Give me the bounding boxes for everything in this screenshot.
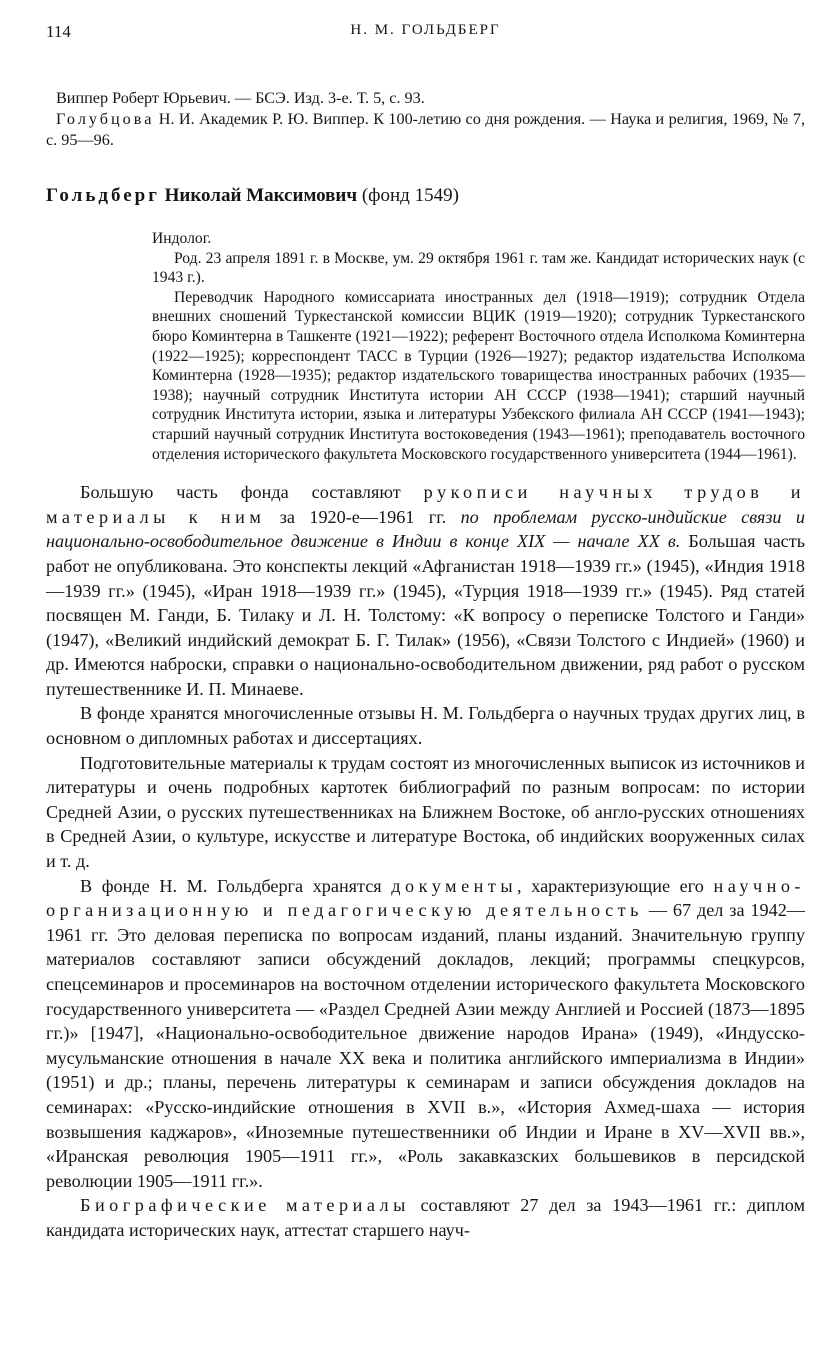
reference-text: Н. И. Академик Р. Ю. Виппер. К 100-летию со дня рождения. — Наука и религия, 1969, № 7, с. 95—96. [46,110,805,149]
text-run: Большая часть работ не опубликована. Это конспекты лекций «Афганистан 1918—1939 гг.» (1945), «Индия 1918—1939 гг.» (1945), «Иран 1918—1939 гг.» (1945), «Турция 1918—1939 гг.» (1945). Ряд статей посвящен М. Ганди, Б. Тилаку и Л. Н. Толстому: «К вопросу о переписке Толстого и Ганди» (1947), «Великий индийский демократ Б. Г. Тилак» (1956), «Связи Толстого с Индией» (1960) и др. Имеются наброски, справки о национально-освободительном движении, ряд работ о русском путешественнике И. П. Минаеве. [46,531,805,699]
text-run: за 1920-е—1961 гг. [265,506,461,527]
biography-dates: Род. 23 апреля 1891 г. в Москве, ум. 29 октября 1961 г. там же. Кандидат исторических наук (с 1943 г.). [152,249,805,287]
biography-career: Переводчик Народного комиссариата иностранных дел (1918—1919); сотрудник Отдела внешних сношений Туркестанской комиссии ВЦИК (1919—1920); сотрудник Туркестанского бюро Коминтерна в Ташкенте (1921—1922); референт Восточного отдела Исполкома Коминтерна (1922—1925); корреспондент ТАСС в Турции (1926—1927); редактор издательства Исполкома Коминтерна (1928—1935); редактор издательского товарищества иностранных рабочих (1935—1938); научный сотрудник Института истории АН СССР (1938—1941); старший научный сотрудник Института истории, языка и литературы Узбекского филиала АН СССР (1941—1943); старший научный сотрудник Института востоковедения (1943—1961); преподаватель восточного отделения исторического факультета Московского государственного университета (1944—1961). [152,288,805,463]
references-list [46,88,805,151]
spaced-term: Биографические материалы [80,1195,410,1216]
paragraph-preparatory: Подготовительные материалы к трудам состоят из многочисленных выписок из источников и литературы и очень подробных картотек библиографий по разным вопросам: по истории Средней Азии, о русских путешественниках на Ближнем Востоке, об англо-русских отношениях в Средней Азии, о культуре, искусстве и литературе Востока, об индийских вооруженных силах и т. д. [46,752,805,872]
entry-surname: Гольдберг [46,185,160,206]
main-text [46,480,805,1242]
reference-item [46,109,805,151]
text-run: — 67 дел за 1942—1961 гг. Это деловая переписка по вопросам изданий, планы изданий. Значительную группу материалов составляют записи обсуждений докладов, лекций; программы спецкурсов, спецсеминаров и просеминаров на восточном отделении исторического факультета Московского государственного университета — «Раздел Средней Азии между Англией и Россией (1873—1895 гг.)» [1947], «Национально-освободительное движение народов Ирана» (1949), «Индусско-мусульманские отношения в начале XX века и политика английского империализма в Индии» (1951) и др.; планы, перечень литературы к семинарам и записи обсуждения докладов на семинарах: «Русско-индийские отношения в XVII в.», «История Ахмед-шаха — история возвышения каджаров», «Иноземные путешественники об Индии и Иране в XV—XVII вв.», «Иранская революция 1905—1911 гг.», «Роль закавказских большевиков в персидской революции 1905—1911 гг.». [46,900,805,1191]
entry-heading [46,185,805,207]
paragraph-reviews: В фонде хранятся многочисленные отзывы Н. М. Гольдберга о научных трудах других лиц, в основном о дипломных работах и диссертациях. [46,703,805,749]
running-head [46,18,805,48]
page-number: 114 [46,22,71,41]
spaced-term: научно-организационную и педагогическую деятельность [46,875,805,921]
reference-author: Голубцова [56,110,155,128]
paragraph-biographical [46,1193,805,1242]
text-run: Большую часть фонда составляют [80,482,424,503]
biography-block [152,229,805,464]
italic-run: по проблемам русско-индийские связи и национально-освободительное движение в Индии в конце XIX — начале XX в. [46,506,805,552]
spaced-term: рукописи научных трудов и материалы к ним [46,482,805,527]
entry-given-names: Николай Максимович [159,185,358,206]
entry-fond-number: (фонд 1549) [357,185,459,206]
biography-profession: Индолог. [152,230,212,247]
paragraph-manuscripts [46,480,805,701]
reference-text: Виппер Роберт Юрьевич. — БСЭ. Изд. 3-е. Т. 5, с. 93. [56,89,425,107]
reference-item [46,88,805,109]
spaced-term: документы [391,875,518,896]
paragraph-documents [46,874,805,1194]
running-title: Н. М. ГОЛЬДБЕРГ [350,22,501,38]
text-run: В фонде Н. М. Гольдберга хранятся [80,875,392,896]
text-run: , характеризующие его [517,875,714,896]
text-run: составляют 27 дел за 1943—1961 гг.: диплом кандидата исторических наук, аттестат старшего науч- [46,1195,805,1240]
